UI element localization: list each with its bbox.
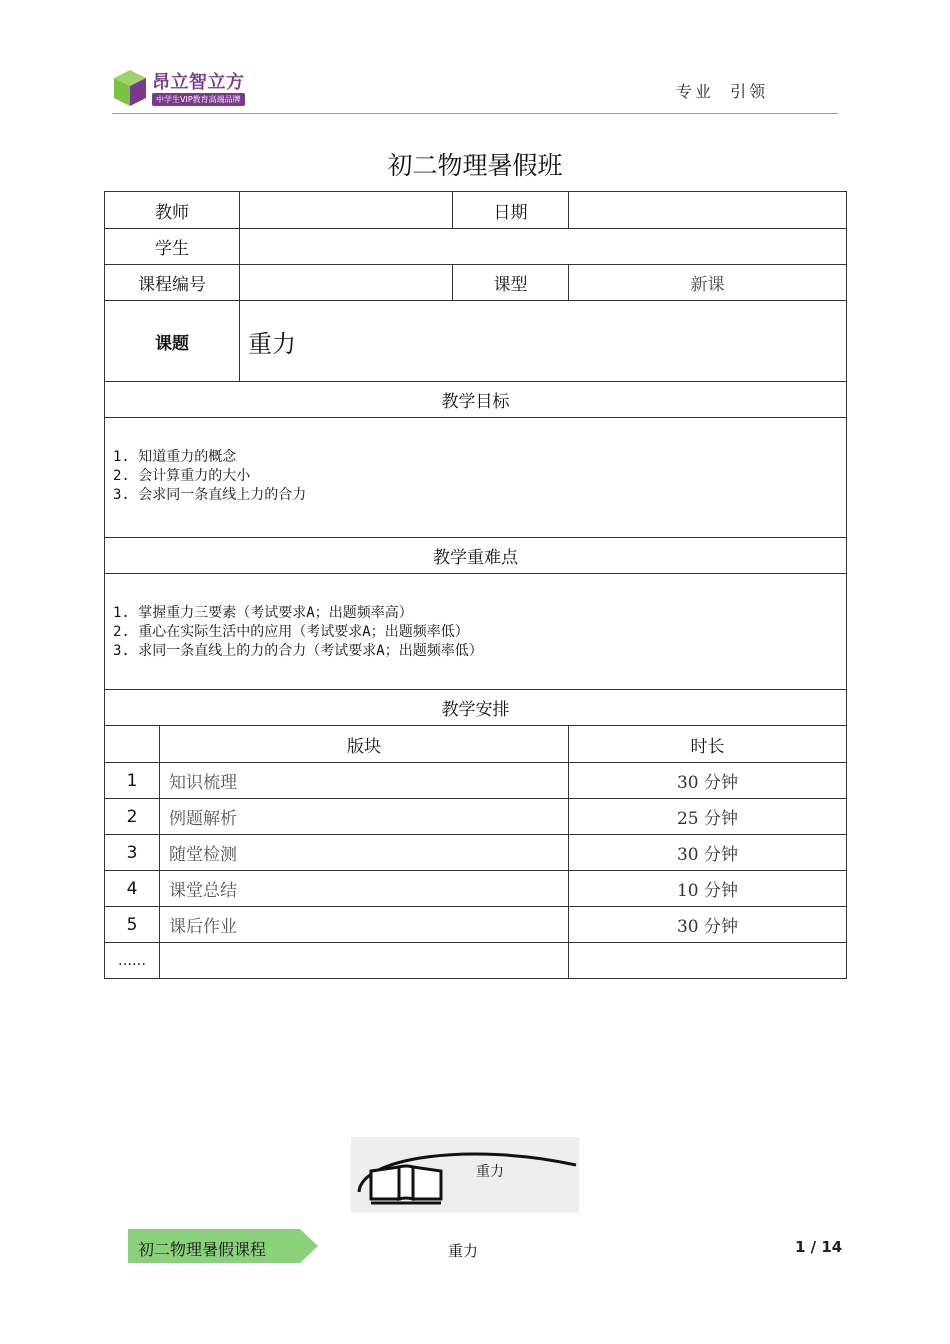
student-label: 学生 [105,229,240,265]
teacher-label: 教师 [105,192,240,229]
book-icon [351,1137,579,1213]
course-type-label: 课型 [453,265,569,301]
row-more: …… [105,943,160,979]
key-points-list [105,574,847,690]
table-row [105,871,847,907]
logo [112,68,244,110]
schedule-no-header [105,726,160,763]
course-type-value: 新课 [569,265,847,301]
row-duration: 25 分钟 [569,799,847,835]
table-row [105,763,847,799]
list-item: 3. 求同一条直线上的力的合力（考试要求A；出题频率低） [113,643,483,659]
teacher-value[interactable] [240,192,453,229]
row-number: 1 [105,763,160,799]
page-title: 初二物理暑假班 [387,151,563,180]
table-row [105,835,847,871]
row-number: 5 [105,907,160,943]
chapter-banner [351,1137,579,1213]
row-duration [569,943,847,979]
logo-name: 昂立智立方 [152,72,245,93]
row-number: 2 [105,799,160,835]
cube-logo-icon [112,68,148,108]
list-item: 1. 掌握重力三要素（考试要求A；出题频率高） [113,605,413,621]
schedule-section-header: 版块 [160,726,569,763]
list-item: 2. 重心在实际生活中的应用（考试要求A；出题频率低） [113,624,469,640]
slogan: 专业 引领 [676,82,769,101]
goals-list [105,418,847,538]
schedule-duration-header: 时长 [569,726,847,763]
row-number: 4 [105,871,160,907]
date-label: 日期 [453,192,569,229]
banner-topic: 重力 [476,1164,504,1180]
row-duration: 30 分钟 [569,835,847,871]
lesson-plan-table [104,191,847,979]
row-section: 知识梳理 [160,763,569,799]
row-duration: 10 分钟 [569,871,847,907]
table-row [105,799,847,835]
row-section: 课后作业 [160,907,569,943]
list-item: 2. 会计算重力的大小 [113,468,251,484]
footer-course-name: 初二物理暑假课程 [138,1240,267,1259]
table-row [105,943,847,979]
row-section: 例题解析 [160,799,569,835]
topic-value: 重力 [240,301,847,382]
student-value[interactable] [240,229,847,265]
header-divider [112,113,838,114]
page-number: 1 / 14 [795,1238,843,1256]
schedule-heading: 教学安排 [105,690,847,726]
row-duration: 30 分钟 [569,763,847,799]
topic-label: 课题 [105,301,240,382]
key-points-heading: 教学重难点 [105,538,847,574]
row-section: 课堂总结 [160,871,569,907]
logo-tagline: 中学生VIP教育高端品牌 [152,93,245,106]
footer-topic: 重力 [448,1242,479,1260]
course-number-label: 课程编号 [105,265,240,301]
table-row [105,907,847,943]
row-duration: 30 分钟 [569,907,847,943]
row-section: 随堂检测 [160,835,569,871]
list-item: 1. 知道重力的概念 [113,449,237,465]
list-item: 3. 会求同一条直线上力的合力 [113,487,307,503]
row-number: 3 [105,835,160,871]
course-number-value[interactable] [240,265,453,301]
row-section [160,943,569,979]
date-value[interactable] [569,192,847,229]
goals-heading: 教学目标 [105,382,847,418]
